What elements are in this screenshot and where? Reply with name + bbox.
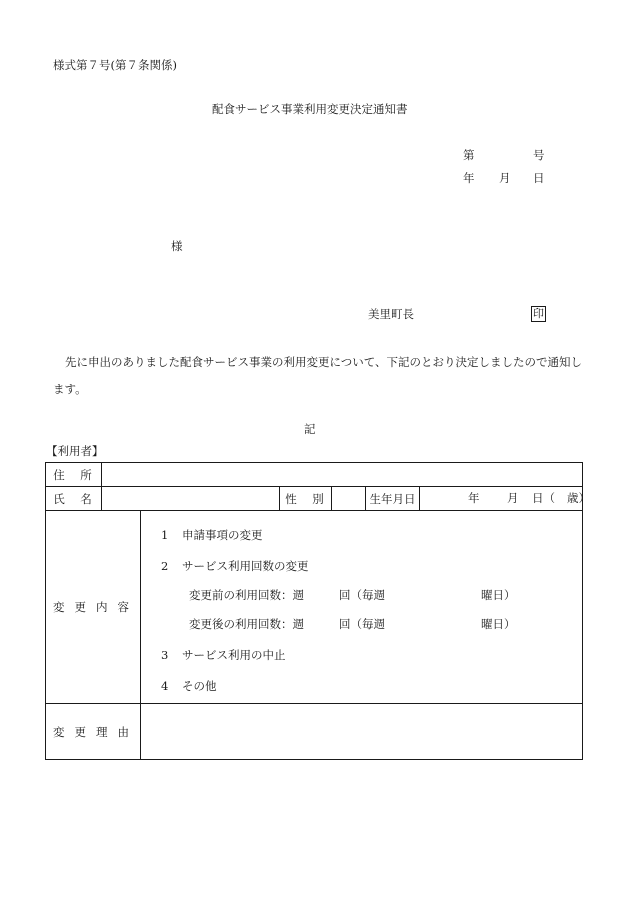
gender-label: 性 別 (280, 487, 332, 511)
recipient-honorific: 様 (171, 239, 183, 253)
date-year: 年 (463, 171, 475, 185)
reason-label: 変更理由 (46, 704, 141, 760)
item4-number: 4 (161, 679, 169, 693)
item1-number: 1 (161, 528, 169, 542)
item1-text: 申請事項の変更 (182, 528, 263, 542)
reason-field (141, 704, 583, 760)
address-row (46, 463, 583, 487)
before-label: 変更前の利用回数：週 (189, 588, 304, 602)
user-info-table (45, 462, 590, 760)
change-label: 変更内容 (46, 511, 141, 704)
birth-month: 月 (507, 491, 519, 505)
before-weekday: 曜日） (481, 588, 516, 602)
date-day: 日 (533, 171, 545, 185)
item3-number: 3 (161, 648, 169, 662)
after-label: 変更後の利用回数：週 (189, 617, 304, 631)
after-weekday: 曜日） (481, 617, 516, 631)
name-field (102, 487, 280, 511)
birth-age: 歳） (567, 491, 590, 505)
change-content (141, 511, 583, 704)
birth-year: 年 (468, 491, 480, 505)
date-month: 月 (499, 171, 511, 185)
name-label: 氏 名 (46, 487, 102, 511)
address-field (102, 463, 583, 487)
doc-number-prefix: 第 (463, 148, 475, 162)
reason-row (46, 704, 583, 760)
form-number: 様式第７号(第７条関係) (53, 58, 177, 72)
change-row (46, 511, 583, 704)
document-title: 配食サービス事業利用変更決定通知書 (212, 102, 408, 116)
name-row (46, 487, 583, 511)
before-times: 回（毎週 (339, 588, 385, 602)
doc-number-suffix: 号 (533, 148, 545, 162)
address-label: 住 所 (46, 463, 102, 487)
item2-text: サービス利用回数の変更 (182, 559, 309, 573)
notice-body: 先に申出のありました配食サービス事業の利用変更について、下記のとおり決定しましたので通知します。 (53, 355, 583, 396)
birth-field (420, 487, 590, 511)
birth-label: 生年月日 (366, 487, 420, 511)
item4-text: その他 (182, 679, 217, 693)
seal-mark: 印 (533, 307, 544, 320)
section-label: 【利用者】 (46, 444, 104, 458)
birth-day: 日（ (532, 491, 555, 505)
ki-heading: 記 (304, 422, 316, 436)
after-times: 回（毎週 (339, 617, 385, 631)
gender-field (332, 487, 366, 511)
issuer-name: 美里町長 (368, 307, 414, 321)
item2-number: 2 (161, 559, 169, 573)
item3-text: サービス利用の中止 (182, 648, 286, 662)
